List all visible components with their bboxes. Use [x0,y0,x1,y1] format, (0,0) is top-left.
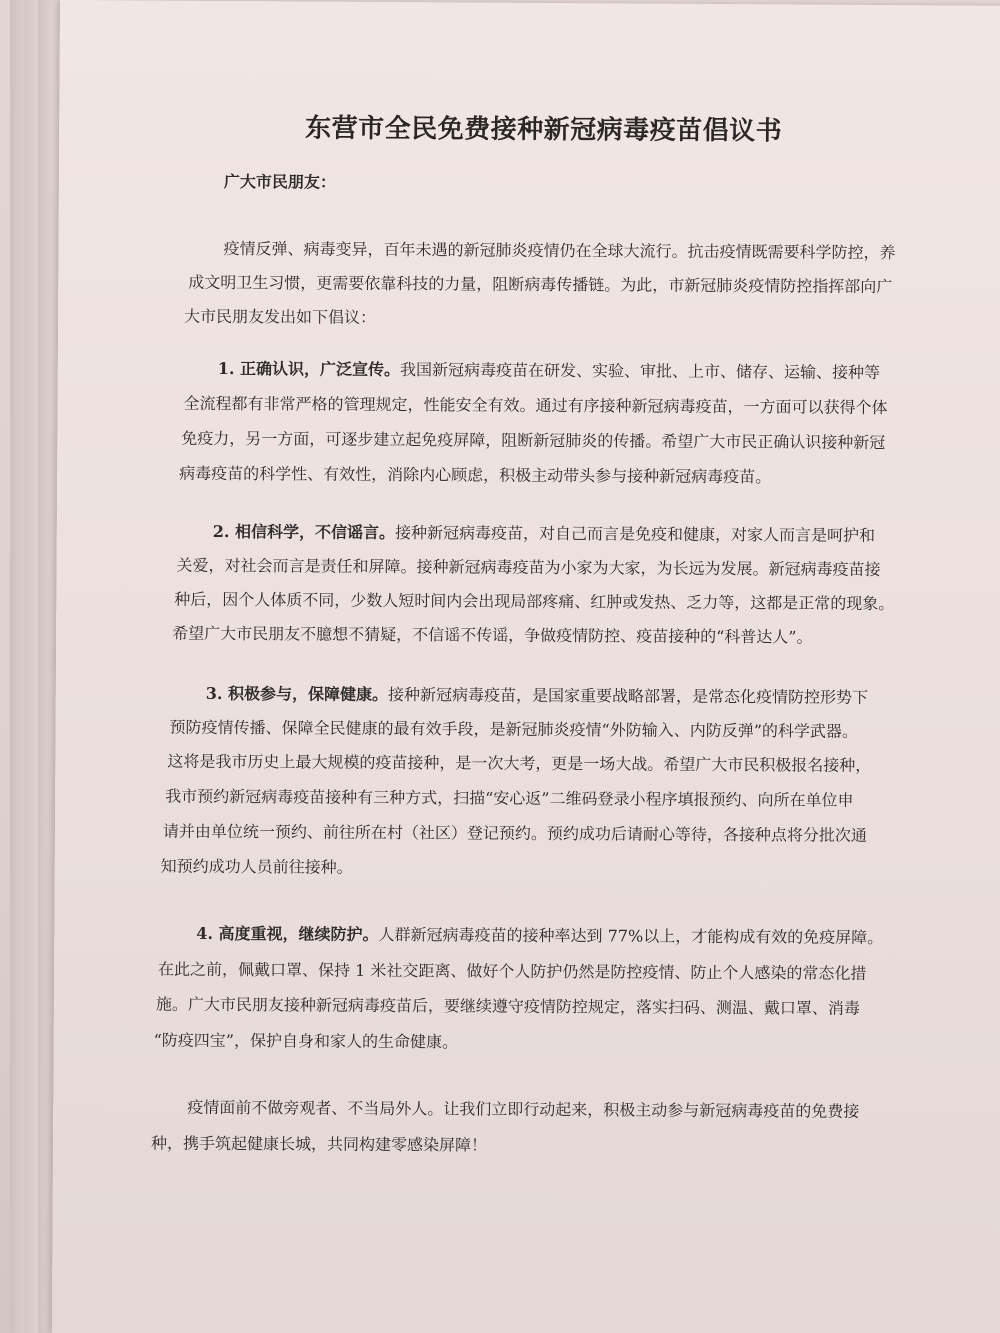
intro-line: 成文明卫生习惯，更需要依靠科技的力量，阻断病毒传播链。为此，市新冠肺炎疫情防控指挥部向广 [188,272,893,297]
intro-line: 疫情反弹、病毒变异，百年未遇的新冠肺炎疫情仍在全球大流行。抗击疫情既需要科学防控，养 [223,239,896,263]
point-4-heading: 4. 高度重视，继续防护。 [196,923,379,944]
point-1-text: 我国新冠病毒疫苗在研发、实验、审批、上市、储存、运输、接种等 [399,360,881,383]
point-4-line: “防疫四宝”，保护自身和家人的生命健康。 [153,1030,459,1052]
point-2-line: 关爱，对社会而言是责任和屏障。接种新冠病毒疫苗为小家为大家，为长远为发展。新冠病毒疫苗接 [176,555,881,580]
closing-line: 疫情面前不做旁观者、不当局外人。让我们立即行动起来，积极主动参与新冠病毒疫苗的免费接 [187,1097,860,1121]
point-3-line: 知预约成功人员前往接种。 [160,856,353,877]
closing-line: 种，携手筑起健康长城，共同构建零感染屏障！ [150,1133,488,1155]
point-3-first-line [206,681,868,708]
point-1-line: 免疫力，另一方面，可逐步建立起免疫屏障，阻断新冠肺炎的传播。希望广大市民正确认识接种新冠 [181,428,886,453]
point-3-line: 预防疫情传播、保障全民健康的最有效手段，是新冠肺炎疫情“外防输入、内防反弹”的科学武器。 [169,717,858,741]
point-2-line: 希望广大市民朋友不臆想不猜疑，不信谣不传谣，争做疫情防控、疫苗接种的“科普达人”。 [172,623,813,647]
point-2-heading: 2. 相信科学，不信谣言。 [212,521,396,543]
salutation: 广大市民朋友： [223,172,336,192]
point-3-line: 我市预约新冠病毒疫苗接种有三种方式，扫描“安心返”二维码登录小程序填报预约、向所在单位申 [165,786,854,810]
point-2-first-line [213,519,875,546]
point-3-heading: 3. 积极参与，保障健康。 [205,683,389,705]
point-3-line: 这将是我市历史上最大规模的疫苗接种，是一次大考，更是一场大战。希望广大市民积极报名接种， [167,751,872,775]
point-2-text: 接种新冠病毒疫苗，对自己而言是免疫和健康，对家人而言是呵护和 [394,523,876,545]
point-1-line: 病毒疫苗的科学性、有效性，消除内心顾虑，积极主动带头参与接种新冠病毒疫苗。 [179,463,772,487]
point-1-first-line [218,356,880,383]
document-title: 东营市全民免费接种新冠病毒疫苗倡议书 [305,113,783,147]
point-3-line: 请并由单位统一预约、前往所在村（社区）登记预约。预约成功后请耐心等待，各接种点将分批次通 [162,821,867,845]
point-2-line: 种后，因个人体质不同，少数人短时间内会出现局部疼痛、红肿或发热、乏力等，这都是正常的现象。 [174,589,895,614]
point-4-line: 在此之前，佩戴口罩、保持 1 米社交距离、做好个人防护仍然是防控疫情、防止个人感染的常态化措 [158,959,867,983]
point-1-line: 全流程都有非常严格的管理规定，性能安全有效。通过有序接种新冠病毒疫苗，一方面可以获得个体 [183,393,888,418]
document-page [52,0,1000,1333]
point-4-text: 人群新冠病毒疫苗的接种率达到 77%以上，才能构成有效的免疫屏障。 [378,924,884,948]
point-4-line: 施。广大市民朋友接种新冠病毒疫苗后，要继续遵守疫情防控规定，落实扫码、测温、戴口罩、消毒 [155,994,860,1018]
point-3-text: 接种新冠病毒疫苗，是国家重要战略部署，是常态化疫情防控形势下 [387,685,869,707]
intro-line: 大市民朋友发出如下倡议： [184,306,377,327]
point-4-first-line [196,921,883,948]
point-1-heading: 1. 正确认识，广泛宣传。 [217,358,401,380]
